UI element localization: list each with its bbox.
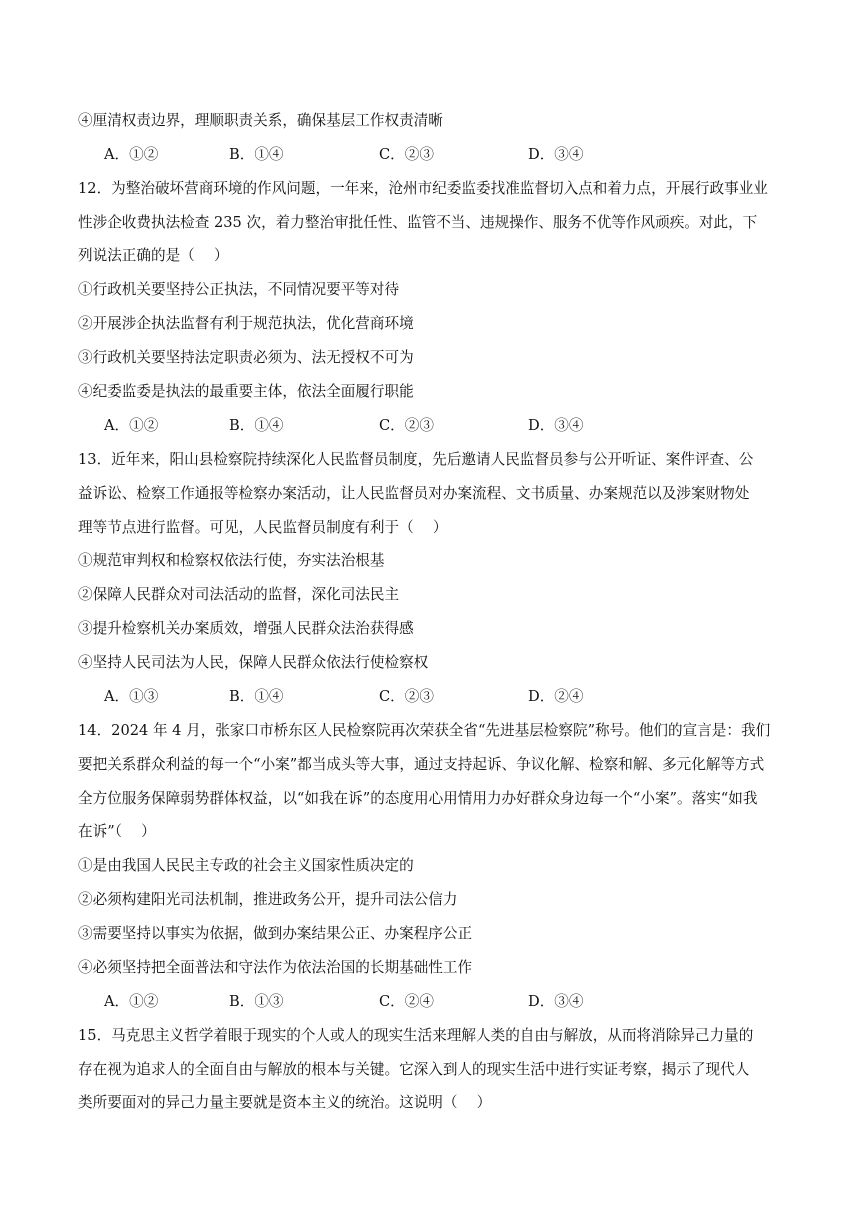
choice-c: C．②③ bbox=[379, 146, 434, 163]
choice-c: C．②④ bbox=[379, 993, 434, 1010]
choice-a: A．①③ bbox=[104, 688, 159, 705]
question-13-stem-line: 益诉讼、检察工作通报等检察办案活动，让人民监督员对办案流程、文书质量、办案规范以及涉案财物处 bbox=[78, 485, 750, 502]
question-14-stem-line: 要把关系群众利益的每一个“小案”都当成头等大事，通过支持起诉、争议化解、检察和解、多元化解等方式 bbox=[78, 756, 765, 773]
choice-a: A．①② bbox=[104, 417, 159, 434]
question-13-stem-line: 13．近年来，阳山县检察院持续深化人民监督员制度，先后邀请人民监督员参与公开听证、案件评查、公 bbox=[78, 451, 754, 468]
choice-a: A．①② bbox=[104, 993, 159, 1010]
option-line: ④坚持人民司法为人民，保障人民群众依法行使检察权 bbox=[78, 654, 429, 671]
choice-d: D．②④ bbox=[528, 688, 584, 705]
option-line: ③需要坚持以事实为依据，做到办案结果公正、办案程序公正 bbox=[78, 925, 473, 942]
answer-choices bbox=[104, 145, 664, 165]
question-15-stem-line: 存在视为追求人的全面自由与解放的根本与关键。它深入到人的现实生活中进行实证考察，揭示了现代人 bbox=[78, 1061, 750, 1078]
question-15-stem-line: 类所要面对的异己力量主要就是资本主义的统治。这说明（ ） bbox=[78, 1094, 492, 1111]
option-line: ④纪委监委是执法的最重要主体，依法全面履行职能 bbox=[78, 383, 414, 400]
option-line: ①规范审判权和检察权依法行使，夯实法治根基 bbox=[78, 552, 385, 569]
option-line: ①是由我国人民民主专政的社会主义国家性质决定的 bbox=[78, 857, 414, 874]
option-line: ④厘清权责边界，理顺职责关系，确保基层工作权责清晰 bbox=[78, 112, 443, 129]
option-line: ②必须构建阳光司法机制，推进政务公开，提升司法公信力 bbox=[78, 891, 458, 908]
question-14-stem-line: 在诉”（ ） bbox=[78, 823, 156, 840]
option-line: ②开展涉企执法监督有利于规范执法，优化营商环境 bbox=[78, 315, 414, 332]
answer-choices bbox=[104, 687, 664, 707]
answer-choices bbox=[104, 416, 664, 436]
option-line: ①行政机关要坚持公正执法，不同情况要平等对待 bbox=[78, 281, 400, 298]
choice-d: D．③④ bbox=[528, 417, 584, 434]
choice-d: D．③④ bbox=[528, 146, 584, 163]
option-line: ②保障人民群众对司法活动的监督，深化司法民主 bbox=[78, 586, 400, 603]
option-line: ③提升检察机关办案质效，增强人民群众法治获得感 bbox=[78, 620, 414, 637]
question-14-stem-line: 14．2024 年 4 月，张家口市桥东区人民检察院再次荣获全省“先进基层检察院”称号。他们的宣言是：我们 bbox=[78, 722, 771, 739]
question-13-stem-line: 理等节点进行监督。可见，人民监督员制度有利于（ ） bbox=[78, 519, 448, 536]
option-line: ③行政机关要坚持法定职责必须为、法无授权不可为 bbox=[78, 349, 414, 366]
answer-choices bbox=[104, 992, 664, 1012]
choice-b: B．①③ bbox=[229, 993, 284, 1010]
question-12-stem-line: 12．为整治破坏营商环境的作风问题，一年来，沧州市纪委监委找准监督切入点和着力点，开展行政事业业 bbox=[78, 180, 768, 197]
choice-d: D．③④ bbox=[528, 993, 584, 1010]
choice-c: C．②③ bbox=[379, 688, 434, 705]
question-14-stem-line: 全方位服务保障弱势群体权益，以“如我在诉”的态度用心用情用力办好群众身边每一个“小案”。落实“如我 bbox=[78, 790, 758, 807]
choice-a: A．①② bbox=[104, 146, 159, 163]
question-15-stem-line: 15．马克思主义哲学着眼于现实的个人或人的现实生活来理解人类的自由与解放，从而将消除异己力量的 bbox=[78, 1027, 754, 1044]
option-line: ④必须坚持把全面普法和守法作为依法治国的长期基础性工作 bbox=[78, 959, 473, 976]
choice-b: B．①④ bbox=[229, 417, 284, 434]
choice-c: C．②③ bbox=[379, 417, 434, 434]
question-12-stem-line: 性涉企收费执法检查 235 次，着力整治审批任性、监管不当、违规操作、服务不优等作风顽疾。对此，下 bbox=[78, 214, 758, 231]
choice-b: B．①④ bbox=[229, 146, 284, 163]
choice-b: B．①④ bbox=[229, 688, 284, 705]
question-12-stem-line: 列说法正确的是（ ） bbox=[78, 247, 229, 264]
